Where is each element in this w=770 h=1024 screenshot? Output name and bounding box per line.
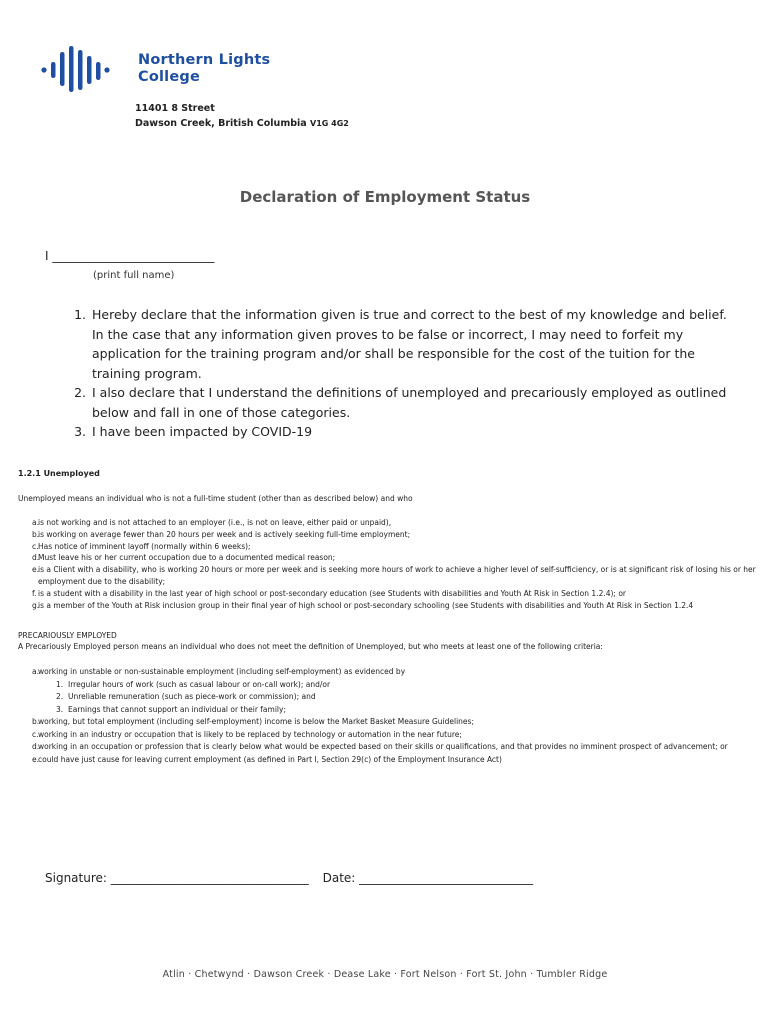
unemployed-section <box>18 468 758 611</box>
list-item <box>18 754 758 767</box>
list-marker: f. <box>32 588 37 598</box>
list-marker: 3. <box>56 704 64 714</box>
address-street: 11401 8 Street <box>135 103 215 114</box>
declaration-item: 3. I have been impacted by COVID-19 <box>90 422 730 442</box>
declaration-item: 2. I also declare that I understand the definitions of unemployed and precariously employed as outlined below and fall in one of those categories. <box>90 383 730 422</box>
list-text: Must leave his or her current occupation due to a documented medical reason; <box>38 553 336 563</box>
list-text: could have just cause for leaving current employment (as defined in Part I, Section 29(c) of the Employment Insurance Act) <box>38 754 502 764</box>
list-marker: d. <box>32 742 40 751</box>
list-item <box>18 552 758 564</box>
unemployed-heading: 1.2.1 Unemployed <box>18 469 100 478</box>
list-item <box>18 588 758 600</box>
list-text: Earnings that cannot support an individual or their family; <box>68 704 286 714</box>
signature-field[interactable]: _________________________________ <box>110 871 309 885</box>
precarious-criteria-list-continued <box>18 716 758 766</box>
unemployed-criteria-list <box>18 517 758 611</box>
signature-row <box>45 871 533 885</box>
precarious-intro: A Precariously Employed person means an individual who does not meet the definition of Unemployed, but who meets at least one of the following criteria: <box>18 642 603 651</box>
list-text: Has notice of imminent layoff (normally within 6 weeks); <box>38 541 251 551</box>
list-marker: b. <box>32 529 40 539</box>
list-marker: e. <box>32 565 39 575</box>
list-text: is not working and is not attached to an employer (i.e., is not on leave, either paid or unpaid), <box>38 518 392 527</box>
list-text: Unreliable remuneration (such as piece-work or commission); and <box>68 692 316 701</box>
list-text: working in an industry or occupation that is likely to be replaced by technology or automation in the near future; <box>38 729 462 739</box>
list-marker: c. <box>32 541 39 551</box>
college-name-line2: College <box>138 69 200 85</box>
name-prefix: I <box>45 249 49 263</box>
name-hint: (print full name) <box>93 270 175 281</box>
list-text: working in an occupation or profession that is clearly below what would be expected based on their skills or qualifications, and that provides no imminent prospect of advancement; or <box>38 742 728 751</box>
list-marker: a. <box>32 667 39 676</box>
list-item <box>18 679 758 692</box>
college-name-line1: Northern Lights <box>138 52 271 68</box>
date-field[interactable]: _____________________________ <box>359 871 534 885</box>
list-item <box>18 716 758 729</box>
document-title: Declaration of Employment Status <box>239 188 531 206</box>
list-marker: c. <box>32 729 39 739</box>
list-item <box>18 564 758 588</box>
full-name-line[interactable] <box>45 249 214 263</box>
list-item <box>18 729 758 742</box>
unemployed-intro: Unemployed means an individual who is not a full-time student (other than as described below) and who <box>18 494 413 503</box>
precarious-heading: PRECARIOUSLY EMPLOYED <box>18 631 117 640</box>
list-text: is a student with a disability in the last year of high school or post-secondary education (see Students with disabilities and Youth At Risk in Section 1.2.4); or <box>38 588 626 598</box>
declaration-item: 1. Hereby declare that the information given is true and correct to the best of my knowledge and belief. In the case that any information given proves to be false or incorrect, I may need to forfeit my application for the training program and/or shall be responsible for the cost of the tuition for the training program. <box>90 305 730 383</box>
list-marker: a. <box>32 518 39 527</box>
date-label: Date: <box>322 871 356 885</box>
list-item <box>18 517 758 529</box>
list-marker: e. <box>32 754 39 764</box>
college-name <box>138 52 270 86</box>
list-item <box>18 691 758 704</box>
list-marker: g. <box>32 600 40 610</box>
list-item <box>18 666 758 679</box>
name-blank[interactable]: ___________________________ <box>52 249 215 263</box>
list-text: working, but total employment (including self-employment) income is below the Market Basket Measure Guidelines; <box>38 717 474 726</box>
list-text: Irregular hours of work (such as casual labour or on-call work); and/or <box>68 679 331 689</box>
list-text: is a Client with a disability, who is working 20 hours or more per week and is seeking more hours of work to achieve a higher level of self-sufficiency, or is at significant risk of losing his or her employment due to the disability; <box>38 565 756 586</box>
precarious-section <box>18 630 758 766</box>
precarious-sub-list <box>18 679 758 717</box>
college-address <box>135 101 349 131</box>
campus-footer: Atlin · Chetwynd · Dawson Creek · Dease Lake · Fort Nelson · Fort St. John · Tumbler Ridge <box>162 969 608 980</box>
college-logo <box>40 44 270 94</box>
sound-wave-logo-icon <box>40 44 128 94</box>
list-item <box>18 600 758 612</box>
precarious-criteria-list <box>18 666 758 679</box>
address-postal-code: V1G 4G2 <box>310 119 349 128</box>
list-item <box>18 741 758 754</box>
list-marker: 1. <box>56 679 64 689</box>
list-text: working in unstable or non-sustainable employment (including self-employment) as evidenced by <box>38 667 406 676</box>
list-item <box>18 704 758 717</box>
signature-label: Signature: <box>45 871 107 885</box>
list-marker: d. <box>32 553 40 563</box>
list-item <box>18 541 758 553</box>
address-city-line <box>135 116 349 131</box>
address-city: Dawson Creek, British Columbia <box>135 118 307 129</box>
list-item <box>18 529 758 541</box>
declaration-list <box>68 305 730 442</box>
list-text: is working on average fewer than 20 hours per week and is actively seeking full-time employment; <box>38 529 411 539</box>
list-marker: 2. <box>56 692 64 701</box>
list-marker: b. <box>32 717 40 726</box>
list-text: is a member of the Youth at Risk inclusion group in their final year of high school or post-secondary schooling (see Students with disabilities and Youth At Risk in Section 1.2.4 <box>38 600 694 610</box>
